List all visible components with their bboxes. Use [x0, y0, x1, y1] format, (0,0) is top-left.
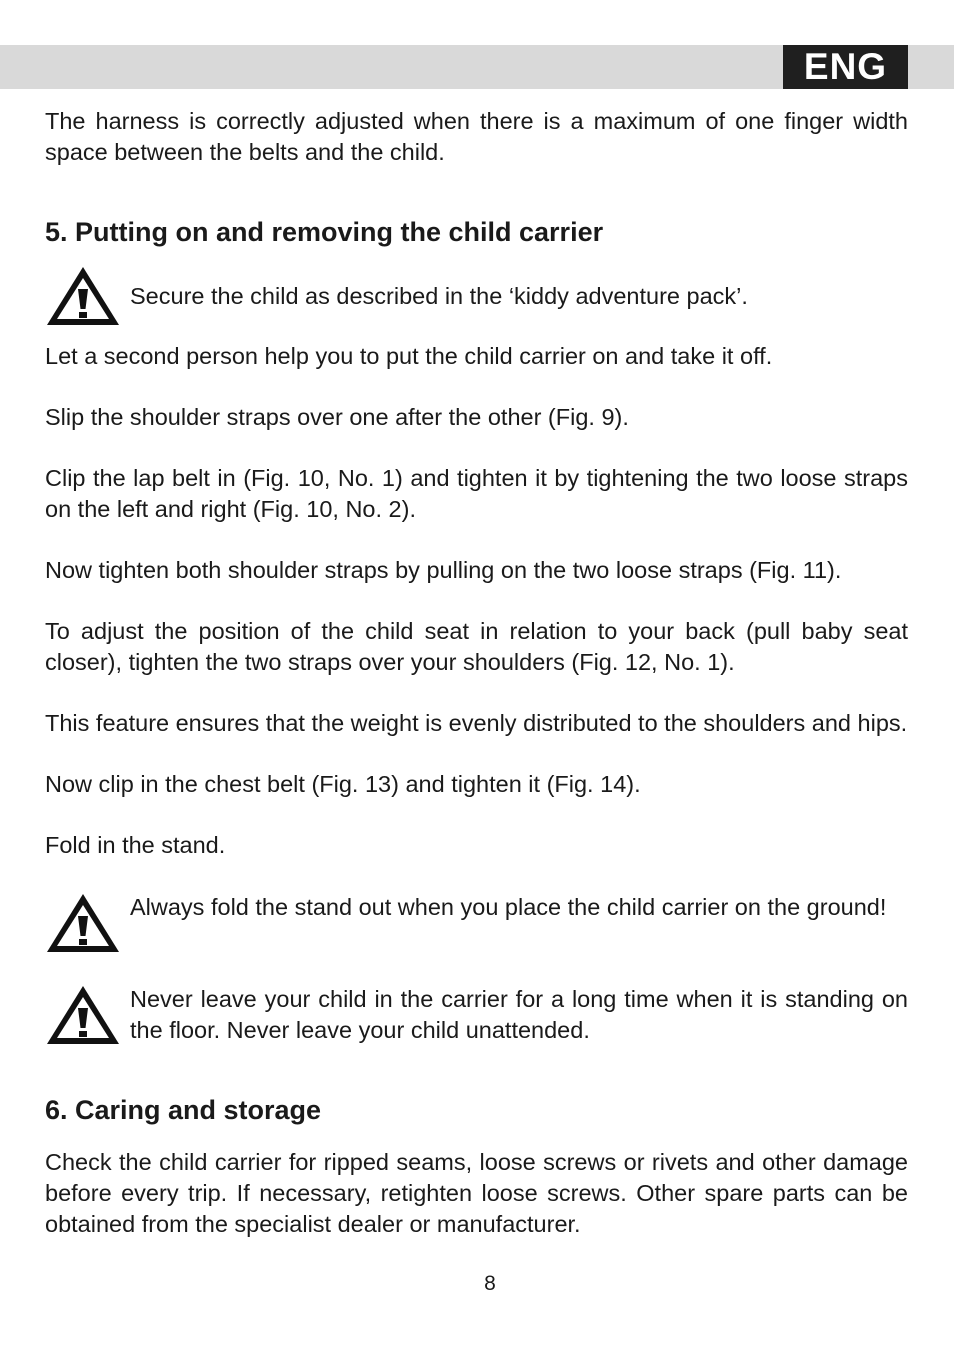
warning-block-2 [45, 892, 908, 954]
language-badge: ENG [783, 45, 908, 89]
section-6-heading: 6. Caring and storage [45, 1095, 322, 1125]
warning-text-3: Never leave your child in the carrier for a long time when it is standing on the floor. Never leave your child unattended. [130, 986, 908, 1043]
warning-text-2: Always fold the stand out when you place the child carrier on the ground! [130, 894, 887, 920]
paragraph-caring: Check the child carrier for ripped seams, loose screws or rivets and other damage before every trip. If necessary, retighten loose screws. Other spare parts can be obtained from the specialist dealer or manufacturer. [45, 1149, 908, 1237]
intro-paragraph: The harness is correctly adjusted when there is a maximum of one finger width space between the belts and the child. [45, 108, 908, 165]
page-content [45, 106, 908, 1240]
paragraph-fold-stand: Fold in the stand. [45, 832, 226, 858]
warning-block-3 [45, 984, 908, 1046]
paragraph-shoulder-straps: Slip the shoulder straps over one after the other (Fig. 9). [45, 404, 629, 430]
paragraph-lap-belt: Clip the lap belt in (Fig. 10, No. 1) and tighten it by tightening the two loose straps on the left and right (Fig. 10, No. 2). [45, 465, 908, 522]
paragraph-second-person: Let a second person help you to put the child carrier on and take it off. [45, 343, 773, 369]
section-5-heading: 5. Putting on and removing the child carrier [45, 217, 604, 247]
page-number: 8 [484, 1272, 496, 1295]
warning-triangle-icon [45, 265, 121, 327]
warning-triangle-icon [45, 984, 121, 1046]
paragraph-chest-belt: Now clip in the chest belt (Fig. 13) and tighten it (Fig. 14). [45, 771, 641, 797]
paragraph-weight-distribution: This feature ensures that the weight is evenly distributed to the shoulders and hips. [45, 710, 908, 736]
warning-block-1 [45, 265, 908, 327]
warning-text-1: Secure the child as described in the ‘kiddy adventure pack’. [130, 283, 748, 309]
paragraph-adjust-seat: To adjust the position of the child seat in relation to your back (pull baby seat closer), tighten the two straps over your shoulders (Fig. 12, No. 1). [45, 618, 908, 675]
warning-triangle-icon [45, 892, 121, 954]
paragraph-tighten-shoulders: Now tighten both shoulder straps by pulling on the two loose straps (Fig. 11). [45, 557, 842, 583]
